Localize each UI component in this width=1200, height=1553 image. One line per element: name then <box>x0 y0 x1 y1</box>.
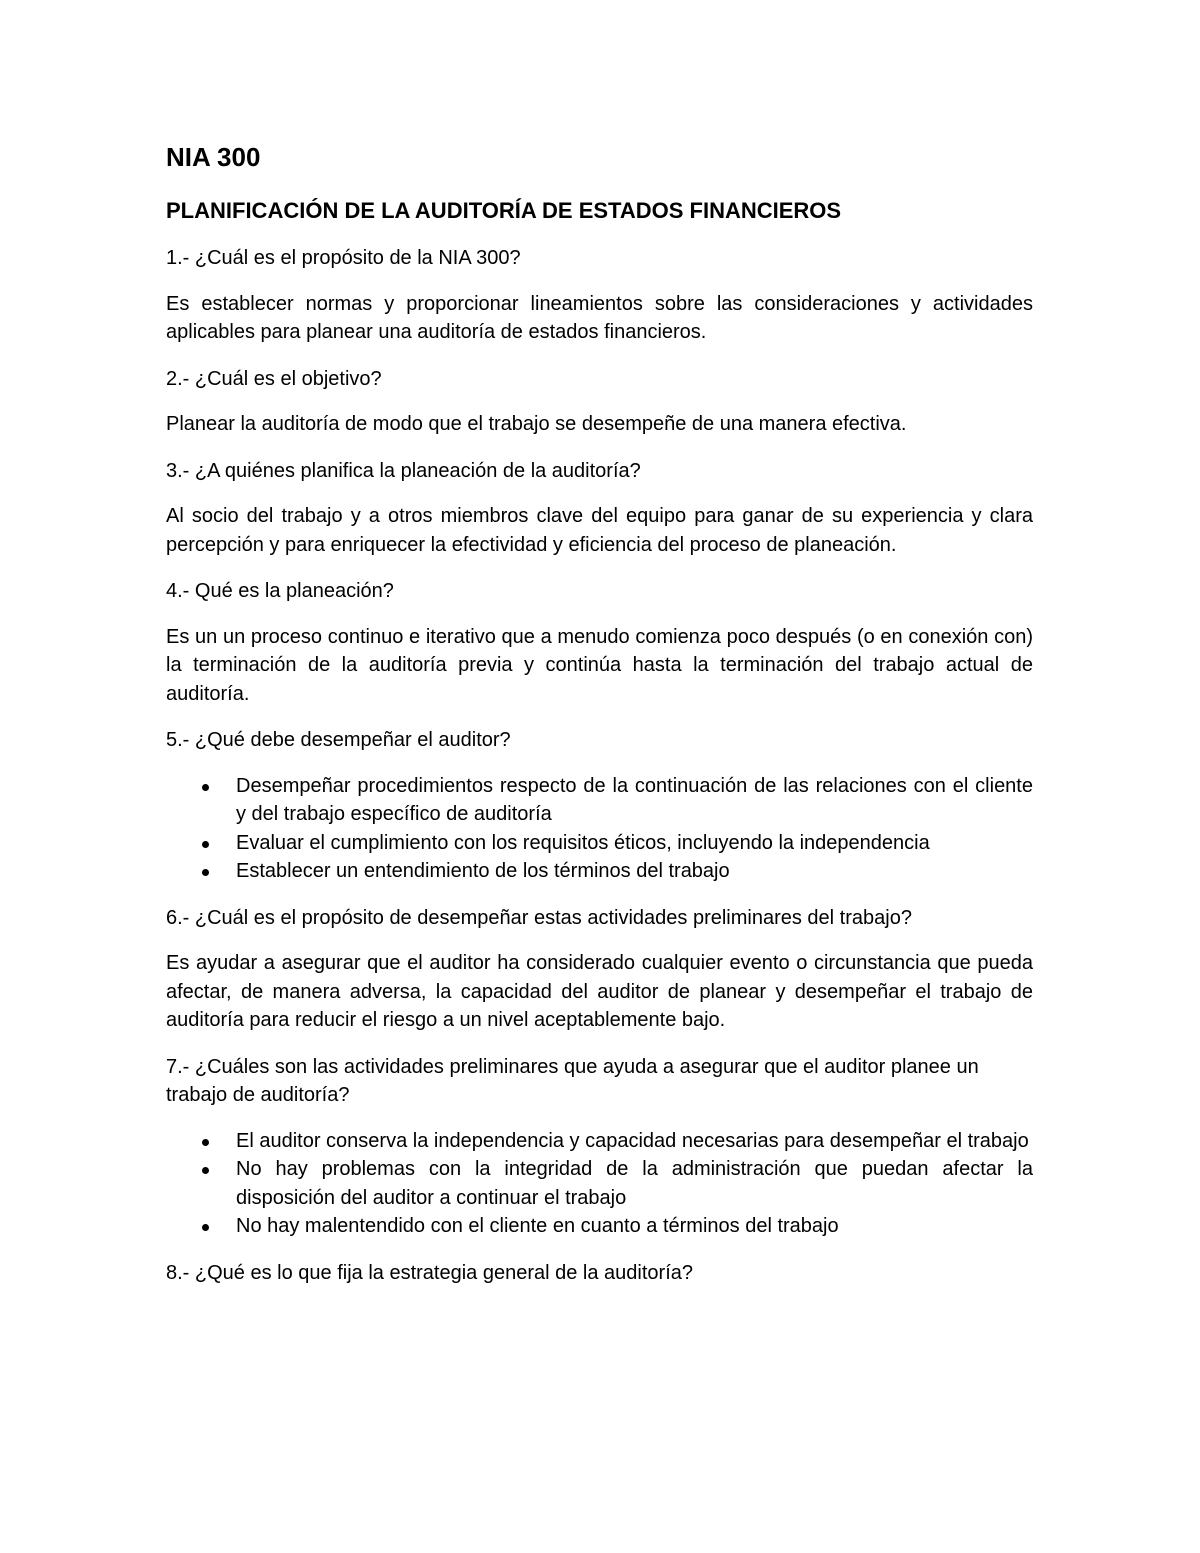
question-8: 8.- ¿Qué es lo que fija la estrategia general de la auditoría? <box>166 1261 693 1284</box>
list-item <box>166 1127 1033 1156</box>
question-3: 3.- ¿A quiénes planifica la planeación de la auditoría? <box>166 459 641 482</box>
document-title: NIA 300 <box>166 142 261 172</box>
list-item-text: No hay problemas con la integridad de la administración que puedan afectar la disposición del auditor a continuar el trabajo <box>236 1158 1033 1209</box>
bullet-icon <box>202 1224 209 1231</box>
list-item <box>166 829 1033 858</box>
bullet-list-5 <box>166 772 1033 886</box>
answer-6: Es ayudar a asegurar que el auditor ha considerado cualquier evento o circunstancia que pueda afectar, de manera adversa, la capacidad del auditor de planear y desempeñar el trabajo de auditoría para reducir el riesgo a un nivel aceptablemente bajo. <box>166 952 1033 1031</box>
answer-1: Es establecer normas y proporcionar lineamientos sobre las consideraciones y actividades aplicables para planear una auditoría de estados financieros. <box>166 292 1033 343</box>
question-2: 2.- ¿Cuál es el objetivo? <box>166 367 382 390</box>
list-item-text: Evaluar el cumplimiento con los requisitos éticos, incluyendo la independencia <box>236 831 930 854</box>
list-item-text: No hay malentendido con el cliente en cuanto a términos del trabajo <box>236 1215 839 1237</box>
bullet-icon <box>202 869 209 876</box>
list-item <box>166 857 1033 886</box>
question-7: 7.- ¿Cuáles son las actividades preliminares que ayuda a asegurar que el auditor planee un trabajo de auditoría? <box>166 1055 979 1106</box>
bullet-list-7 <box>166 1127 1033 1241</box>
bullet-icon <box>202 1139 209 1146</box>
question-1: 1.- ¿Cuál es el propósito de la NIA 300? <box>166 247 521 269</box>
question-5: 5.- ¿Qué debe desempeñar el auditor? <box>166 729 511 751</box>
list-item <box>166 1212 1033 1241</box>
answer-2: Planear la auditoría de modo que el trabajo se desempeñe de una manera efectiva. <box>166 413 907 435</box>
list-item-text: Desempeñar procedimientos respecto de la continuación de las relaciones con el cliente y del trabajo específico de auditoría <box>236 774 1033 825</box>
question-4: 4.- Qué es la planeación? <box>166 580 394 602</box>
answer-3: Al socio del trabajo y a otros miembros clave del equipo para ganar de su experiencia y clara percepción y para enriquecer la efectividad y eficiencia del proceso de planeación. <box>166 505 1033 556</box>
list-item-text: Establecer un entendimiento de los términos del trabajo <box>236 860 730 882</box>
question-6: 6.- ¿Cuál es el propósito de desempeñar estas actividades preliminares del trabajo? <box>166 906 912 929</box>
bullet-icon <box>202 784 209 791</box>
document-subtitle: PLANIFICACIÓN DE LA AUDITORÍA DE ESTADOS FINANCIEROS <box>166 198 842 223</box>
list-item-text: El auditor conserva la independencia y capacidad necesarias para desempeñar el trabajo <box>236 1129 1029 1152</box>
answer-4: Es un un proceso continuo e iterativo que a menudo comienza poco después (o en conexión con) la terminación de la auditoría previa y continúa hasta la terminación del trabajo actual de auditoría. <box>166 625 1033 705</box>
bullet-icon <box>202 1167 209 1174</box>
document-page <box>166 138 1033 1287</box>
list-item <box>166 772 1033 829</box>
bullet-icon <box>202 841 209 848</box>
list-item <box>166 1155 1033 1212</box>
